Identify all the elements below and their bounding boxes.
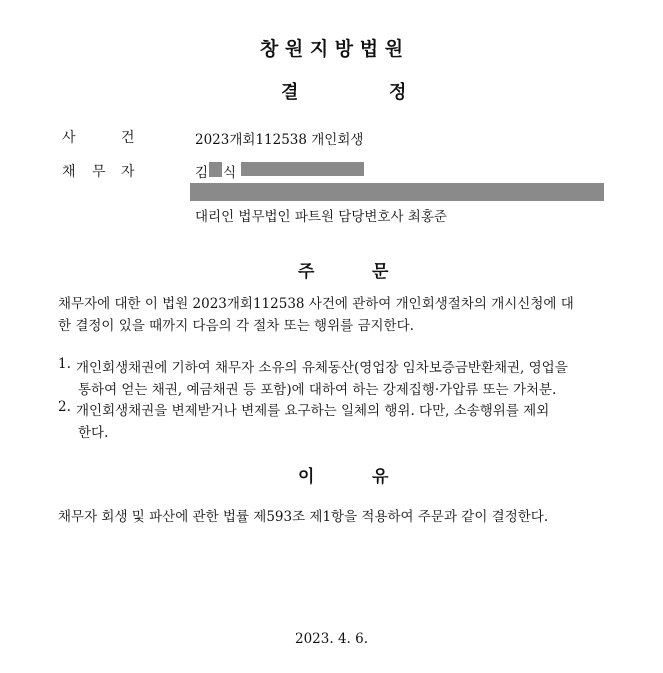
order-item-2-line-2: 한다. — [78, 425, 109, 441]
decision-title-left: 결 — [281, 82, 299, 103]
case-label-char-2: 건 — [121, 130, 135, 146]
reason-heading-left: 이 — [298, 467, 315, 487]
decision-title-right: 정 — [389, 82, 407, 103]
order-item-1-line-2: 통하여 얻는 채권, 예금채권 등 포함)에 대하여 하는 강제집행·가압류 또는 가처분. — [78, 382, 557, 398]
debtor-label-char-3: 자 — [121, 164, 135, 180]
court-name: 창 원 지 방 법 원 — [259, 38, 404, 60]
redacted-info-block — [241, 162, 364, 176]
redacted-name-block — [209, 162, 222, 177]
redacted-address-block — [190, 183, 604, 201]
order-item-1-line-1: 개인회생채권에 기하여 채무자 소유의 유체동산(영업장 임차보증금반환채권, 영업을 — [76, 360, 568, 376]
order-intro-line-1: 채무자에 대한 이 법원 2023개회112538 사건에 관하여 개인회생절차의 개시신청에 대 — [58, 296, 574, 312]
case-value: 2023개회112538 개인회생 — [195, 132, 364, 148]
order-item-1-number: 1. — [58, 356, 71, 372]
order-item-2-number: 2. — [58, 399, 71, 415]
order-heading-left: 주 — [298, 262, 315, 282]
debtor-name-last: 식 — [223, 165, 237, 181]
debtor-label-char-2: 무 — [92, 164, 106, 180]
reason-text: 채무자 회생 및 파산에 관한 법률 제593조 제1항을 적용하여 주문과 같이 결정한다. — [58, 509, 549, 525]
order-heading-right: 문 — [372, 262, 389, 282]
debtor-name-first: 김 — [195, 165, 209, 181]
debtor-representative: 대리인 법무법인 파트원 담당변호사 최홍준 — [195, 209, 447, 225]
order-item-2-line-1: 개인회생채권을 변제받거나 변제를 요구하는 일체의 행위. 다만, 소송행위를 제외 — [76, 403, 550, 419]
decision-date: 2023. 4. 6. — [295, 631, 368, 647]
case-label-char-1: 사 — [62, 130, 76, 146]
reason-heading-right: 유 — [372, 467, 389, 487]
debtor-label-char-1: 채 — [62, 164, 76, 180]
order-intro-line-2: 한 결정이 있을 때까지 다음의 각 절차 또는 행위를 금지한다. — [58, 318, 414, 334]
